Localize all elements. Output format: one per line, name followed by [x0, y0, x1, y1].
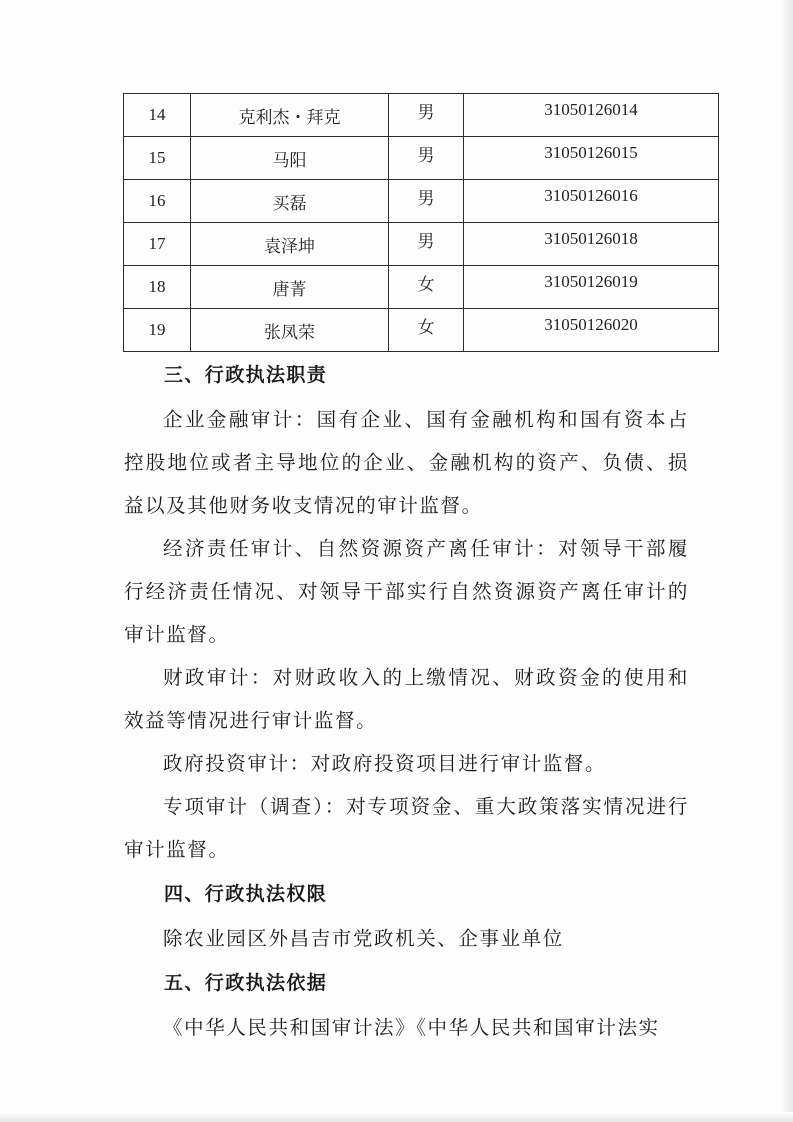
- person-gender: 女: [389, 309, 464, 352]
- person-name: 买磊: [191, 180, 389, 223]
- certificate-number: 31050126018: [464, 223, 719, 266]
- person-name: 张凤荣: [191, 309, 389, 352]
- person-name: 克利杰・拜克: [191, 94, 389, 137]
- person-gender: 男: [389, 223, 464, 266]
- person-name: 唐菁: [191, 266, 389, 309]
- document-body: [124, 352, 689, 1049]
- row-number: 19: [124, 309, 191, 352]
- paragraph-enterprise-audit: 企业金融审计：国有企业、国有金融机构和国有资本占控股地位或者主导地位的企业、金融机构的资产、负债、损益以及其他财务收支情况的审计监督。: [124, 408, 689, 517]
- table-row: [124, 137, 719, 180]
- person-gender: 男: [389, 137, 464, 180]
- table-row: [124, 266, 719, 309]
- person-name: 袁泽坤: [191, 223, 389, 266]
- paragraph-fiscal-audit: 财政审计：对财政收入的上缴情况、财政资金的使用和效益等情况进行审计监督。: [124, 666, 689, 732]
- person-name: 马阳: [191, 137, 389, 180]
- paragraph-economic-responsibility-audit: 经济责任审计、自然资源资产离任审计：对领导干部履行经济责任情况、对领导干部实行自然资源资产离任审计的审计监督。: [124, 537, 689, 646]
- certificate-number: 31050126015: [464, 137, 719, 180]
- table-row: [124, 309, 719, 352]
- section-heading-duties: 三、行政执法职责: [164, 364, 328, 386]
- scan-edge-bottom: [0, 1112, 793, 1122]
- paragraph-special-audit: 专项审计（调查）：对专项资金、重大政策落实情况进行审计监督。: [124, 795, 689, 861]
- paragraph-legal-basis: 《中华人民共和国审计法》《中华人民共和国审计法实: [163, 1016, 660, 1039]
- person-gender: 女: [389, 266, 464, 309]
- row-number: 14: [124, 94, 191, 137]
- row-number: 16: [124, 180, 191, 223]
- row-number: 15: [124, 137, 191, 180]
- table-row: [124, 223, 719, 266]
- certificate-number: 31050126014: [464, 94, 719, 137]
- paragraph-investment-audit: 政府投资审计：对政府投资项目进行审计监督。: [163, 752, 607, 775]
- person-gender: 男: [389, 180, 464, 223]
- person-gender: 男: [389, 94, 464, 137]
- table-row: [124, 180, 719, 223]
- certificate-number: 31050126020: [464, 309, 719, 352]
- certificate-number: 31050126016: [464, 180, 719, 223]
- row-number: 17: [124, 223, 191, 266]
- table-row: [124, 94, 719, 137]
- scan-edge-right: [779, 0, 793, 1122]
- section-heading-authority: 四、行政执法权限: [164, 883, 328, 905]
- personnel-table: [123, 93, 719, 352]
- certificate-number: 31050126019: [464, 266, 719, 309]
- paragraph-authority-scope: 除农业园区外昌吉市党政机关、企事业单位: [163, 927, 564, 950]
- section-heading-legal-basis: 五、行政执法依据: [164, 972, 328, 994]
- row-number: 18: [124, 266, 191, 309]
